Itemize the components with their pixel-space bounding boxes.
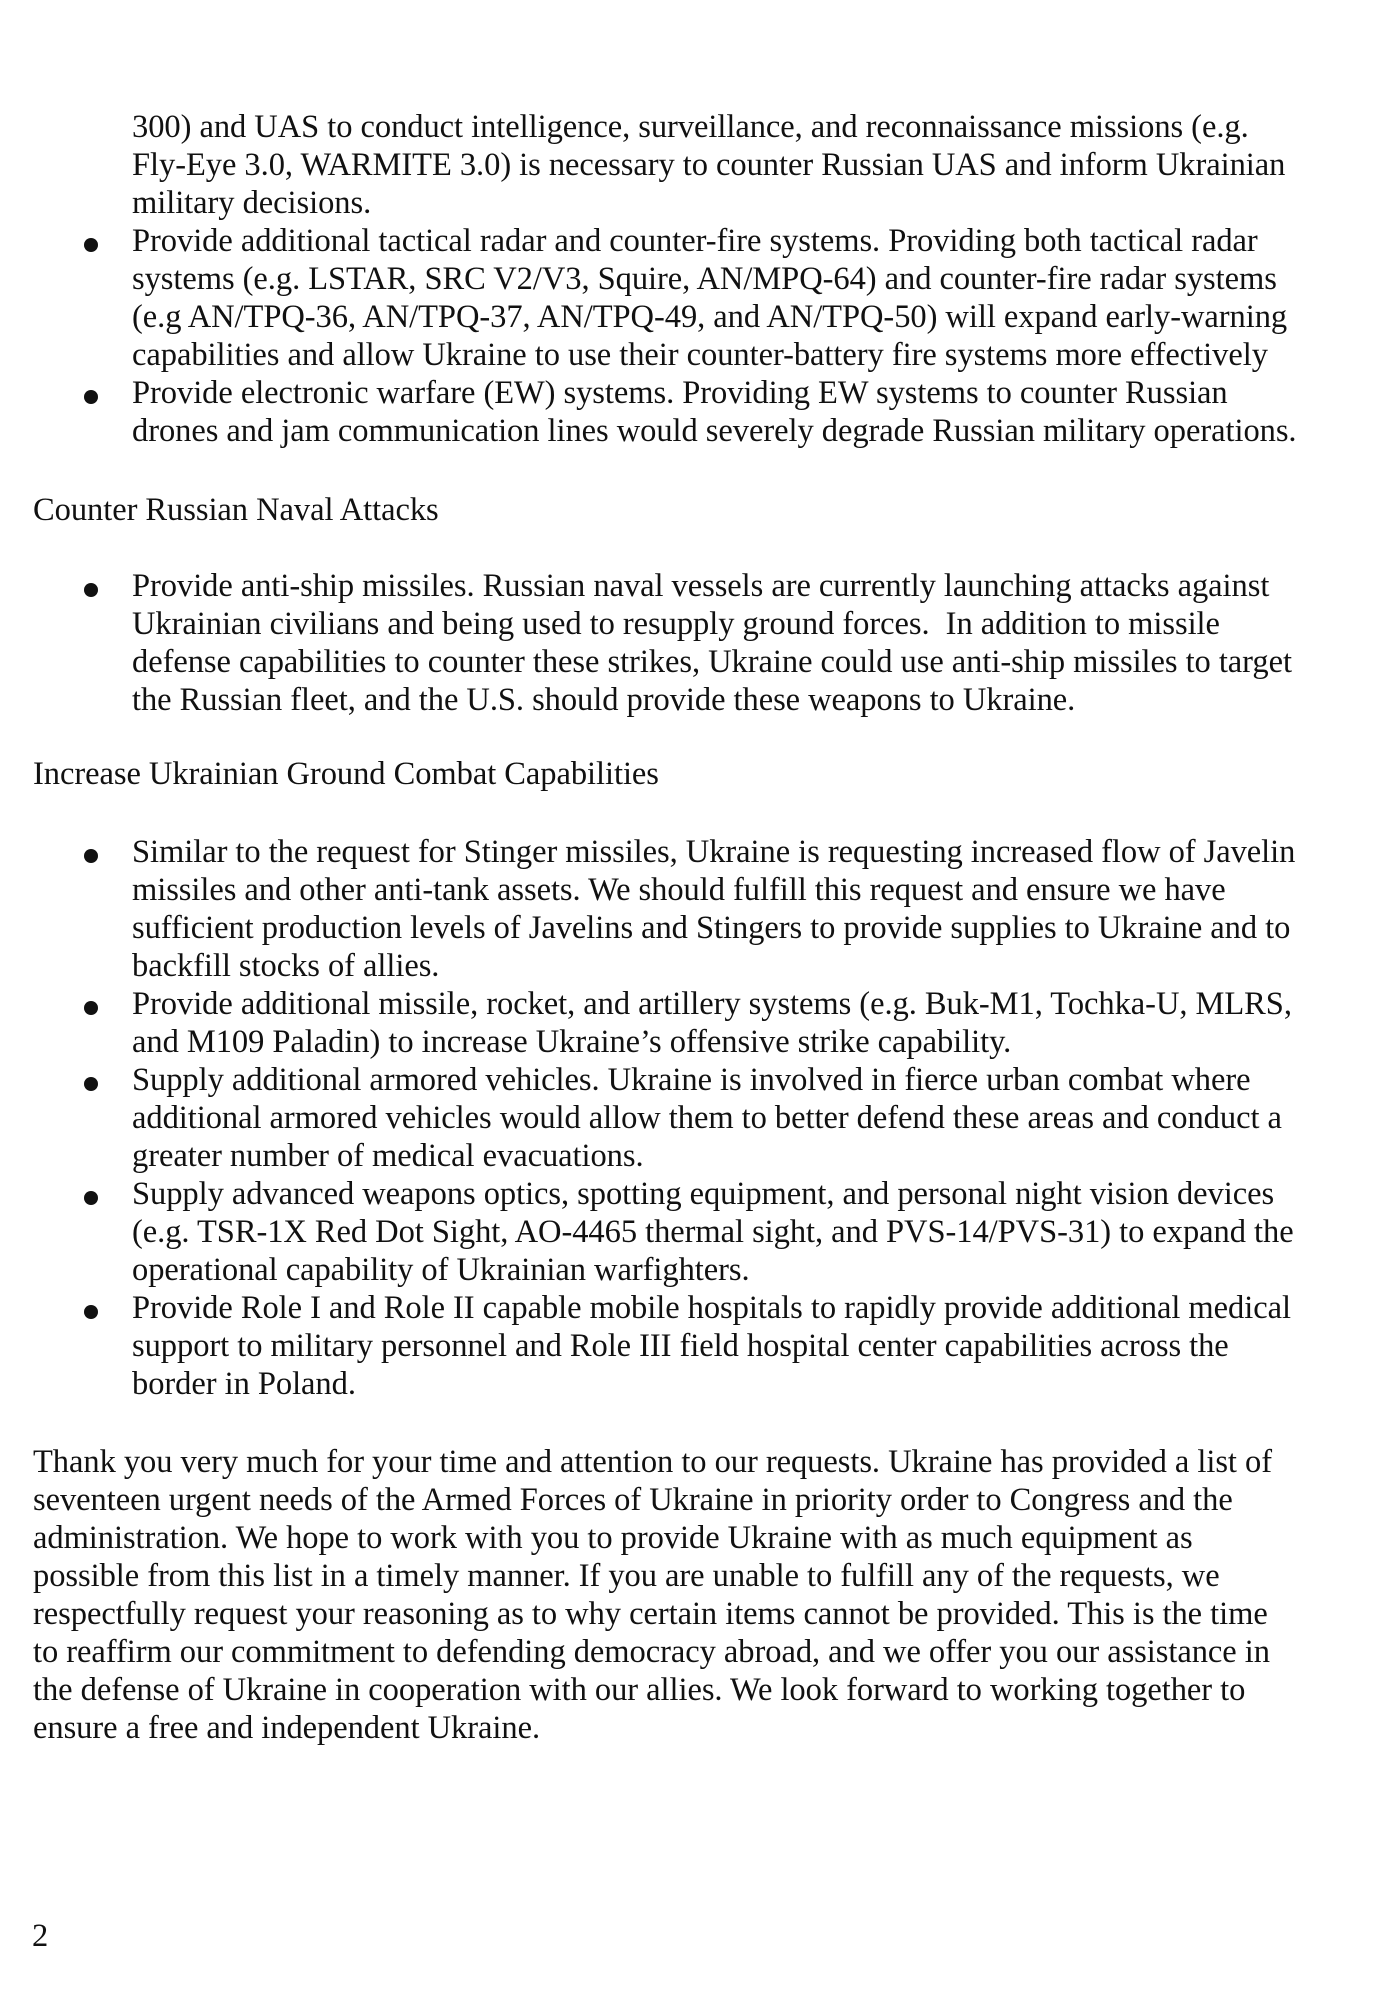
bullet-icon xyxy=(84,1305,98,1319)
text-line: respectfully request your reasoning as to why certain items cannot be provided. This is the time xyxy=(33,1596,1268,1632)
text-line: ensure a free and independent Ukraine. xyxy=(33,1710,541,1746)
text-line: to reaffirm our commitment to defending democracy abroad, and we offer you our assistance in xyxy=(33,1634,1270,1670)
bullet-icon xyxy=(84,1191,98,1205)
section-heading: Counter Russian Naval Attacks xyxy=(33,492,439,528)
text-line: Supply advanced weapons optics, spotting equipment, and personal night vision devices xyxy=(132,1176,1275,1212)
text-line: and M109 Paladin) to increase Ukraine’s offensive strike capability. xyxy=(132,1024,1012,1060)
bullet-icon xyxy=(84,1077,98,1091)
text-line: Provide additional missile, rocket, and artillery systems (e.g. Buk-M1, Tochka-U, MLRS, xyxy=(132,986,1292,1022)
text-line: possible from this list in a timely manner. If you are unable to fulfill any of the requests, we xyxy=(33,1558,1220,1594)
text-line: operational capability of Ukrainian warfighters. xyxy=(132,1252,750,1288)
text-line: Similar to the request for Stinger missiles, Ukraine is requesting increased flow of Javelin xyxy=(132,834,1296,870)
text-line: systems (e.g. LSTAR, SRC V2/V3, Squire, AN/MPQ-64) and counter-fire radar systems xyxy=(132,261,1277,297)
text-line: border in Poland. xyxy=(132,1366,356,1402)
text-line: support to military personnel and Role III field hospital center capabilities across the xyxy=(132,1328,1229,1364)
text-line: 300) and UAS to conduct intelligence, surveillance, and reconnaissance missions (e.g. xyxy=(132,109,1249,145)
text-line: Provide electronic warfare (EW) systems. Providing EW systems to counter Russian xyxy=(132,375,1228,411)
text-line: drones and jam communication lines would severely degrade Russian military operations. xyxy=(132,413,1297,449)
bullet-icon xyxy=(84,583,98,597)
text-line: missiles and other anti-tank assets. We should fulfill this request and ensure we have xyxy=(132,872,1226,908)
text-line: seventeen urgent needs of the Armed Forces of Ukraine in priority order to Congress and the xyxy=(33,1482,1233,1518)
text-line: the defense of Ukraine in cooperation with our allies. We look forward to working together to xyxy=(33,1672,1246,1708)
text-line: capabilities and allow Ukraine to use their counter-battery fire systems more effectively xyxy=(132,337,1268,373)
text-line: Provide anti-ship missiles. Russian naval vessels are currently launching attacks against xyxy=(132,568,1270,604)
text-line: backfill stocks of allies. xyxy=(132,948,440,984)
section-heading: Increase Ukrainian Ground Combat Capabilities xyxy=(33,756,659,792)
text-line: additional armored vehicles would allow them to better defend these areas and conduct a xyxy=(132,1100,1282,1136)
bullet-icon xyxy=(84,1001,98,1015)
text-line: (e.g. TSR-1X Red Dot Sight, AO-4465 thermal sight, and PVS-14/PVS-31) to expand the xyxy=(132,1214,1294,1250)
text-line: Fly-Eye 3.0, WARMITE 3.0) is necessary to counter Russian UAS and inform Ukrainian xyxy=(132,147,1286,183)
text-line: Supply additional armored vehicles. Ukraine is involved in fierce urban combat where xyxy=(132,1062,1251,1098)
text-line: Thank you very much for your time and attention to our requests. Ukraine has provided a list of xyxy=(33,1444,1272,1480)
text-line: Ukrainian civilians and being used to resupply ground forces. In addition to missile xyxy=(132,606,1220,642)
text-line: military decisions. xyxy=(132,185,372,221)
text-line: defense capabilities to counter these strikes, Ukraine could use anti-ship missiles to target xyxy=(132,644,1292,680)
text-line: sufficient production levels of Javelins and Stingers to provide supplies to Ukraine and to xyxy=(132,910,1291,946)
text-line: administration. We hope to work with you to provide Ukraine with as much equipment as xyxy=(33,1520,1193,1556)
text-line: Provide additional tactical radar and counter-fire systems. Providing both tactical radar xyxy=(132,223,1258,259)
text-line: the Russian fleet, and the U.S. should provide these weapons to Ukraine. xyxy=(132,682,1076,718)
bullet-icon xyxy=(84,390,98,404)
text-line: Provide Role I and Role II capable mobile hospitals to rapidly provide additional medical xyxy=(132,1290,1291,1326)
bullet-icon xyxy=(84,849,98,863)
page-number: 2 xyxy=(32,1918,49,1954)
text-line: greater number of medical evacuations. xyxy=(132,1138,644,1174)
bullet-icon xyxy=(84,238,98,252)
text-line: (e.g AN/TPQ-36, AN/TPQ-37, AN/TPQ-49, and AN/TPQ-50) will expand early-warning xyxy=(132,299,1288,335)
